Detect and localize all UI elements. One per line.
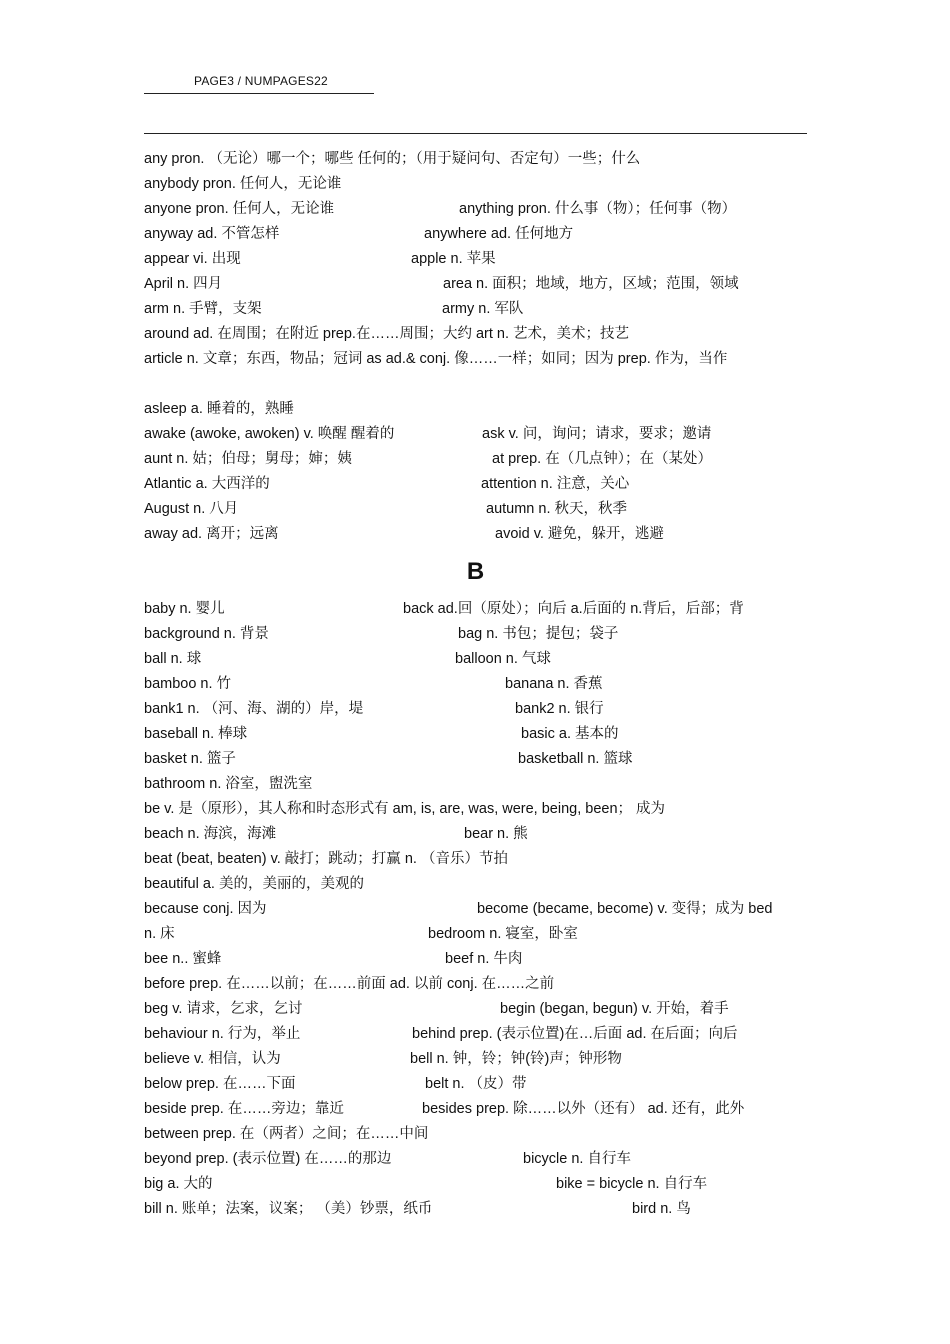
entry-right: army n. 军队 — [442, 301, 524, 317]
entry-line — [144, 972, 807, 997]
entry-right: begin (began, begun) v. 开始，着手 — [500, 1001, 729, 1017]
entry-line — [144, 1197, 807, 1222]
entry-left: beautiful a. 美的，美丽的，美观的 — [144, 876, 364, 892]
entry-line — [144, 522, 807, 547]
entry-line — [144, 1122, 807, 1147]
entry-left: bee n.. 蜜蜂 — [144, 951, 222, 967]
entry-line — [144, 172, 807, 197]
entry-left: basket n. 篮子 — [144, 751, 236, 767]
entry-left: be v. 是（原形），其人称和时态形式有 am, is, are, was, were, being, been； 成为 — [144, 801, 666, 817]
entry-left: beach n. 海滨，海滩 — [144, 826, 277, 842]
entry-left: bathroom n. 浴室，盥洗室 — [144, 776, 313, 792]
entry-right: anything pron. 什么事（物）；任何事（物） — [459, 201, 737, 217]
entry-line — [144, 697, 807, 722]
entry-right: bedroom n. 寝室，卧室 — [428, 926, 578, 942]
entry-left: appear vi. 出现 — [144, 251, 241, 267]
entry-line — [144, 997, 807, 1022]
entry-left: ball n. 球 — [144, 651, 202, 667]
entry-line — [144, 1147, 807, 1172]
entry-line — [144, 747, 807, 772]
entry-right: bank2 n. 银行 — [515, 701, 604, 717]
page-number-header: PAGE3 / NUMPAGES22 — [194, 74, 328, 88]
entry-left: anyone pron. 任何人，无论谁 — [144, 201, 335, 217]
entry-right: belt n. （皮）带 — [425, 1076, 527, 1092]
entry-line — [144, 922, 807, 947]
entry-left: Atlantic a. 大西洋的 — [144, 476, 270, 492]
entry-line — [144, 647, 807, 672]
section-b-heading: B — [466, 558, 485, 585]
entry-line — [144, 422, 807, 447]
entry-line — [144, 1072, 807, 1097]
entry-line — [144, 272, 807, 297]
header-underline — [144, 93, 374, 94]
entry-line — [144, 672, 807, 697]
entry-right: attention n. 注意，关心 — [481, 476, 630, 492]
entry-left: between prep. 在（两者）之间；在……中间 — [144, 1126, 429, 1142]
entry-left: April n. 四月 — [144, 276, 223, 292]
entry-right: basic a. 基本的 — [521, 726, 619, 742]
section-a-entries — [144, 147, 807, 547]
entry-right: banana n. 香蕉 — [505, 676, 603, 692]
entry-line — [144, 472, 807, 497]
entry-left: around ad. 在周围；在附近 prep.在……周围；大约 art n. 艺术，美术；技艺 — [144, 326, 630, 342]
entry-left: baby n. 婴儿 — [144, 601, 225, 617]
entry-line — [144, 247, 807, 272]
entry-left: because conj. 因为 — [144, 901, 267, 917]
entry-left: believe v. 相信，认为 — [144, 1051, 281, 1067]
entry-left: before prep. 在……以前；在……前面 ad. 以前 conj. 在……之前 — [144, 976, 555, 992]
entry-left: below prep. 在……下面 — [144, 1076, 296, 1092]
entry-right: bag n. 书包；提包；袋子 — [458, 626, 619, 642]
entry-right: back ad.回（原处）；向后 a.后面的 n.背后，后部；背 — [403, 601, 744, 617]
section-b-entries — [144, 597, 807, 1222]
page-divider — [144, 133, 807, 134]
entry-text: article n. 文章；东西，物品；冠词 as ad.& conj. 像……一样；如同；因为 prep. 作为，当作 — [144, 351, 728, 367]
entry-line — [144, 147, 807, 172]
entry-right: bear n. 熊 — [464, 826, 528, 842]
entry-line — [144, 347, 807, 397]
entry-right: bike = bicycle n. 自行车 — [556, 1176, 708, 1192]
entry-line — [144, 1022, 807, 1047]
entry-line — [144, 947, 807, 972]
entry-right: become (became, become) v. 变得；成为 bed — [477, 901, 773, 917]
entry-left: beyond prep. (表示位置) 在……的那边 — [144, 1151, 392, 1167]
entry-left: aunt n. 姑；伯母；舅母；婶；姨 — [144, 451, 352, 467]
entry-left: anybody pron. 任何人，无论谁 — [144, 176, 342, 192]
entry-left: asleep a. 睡着的，熟睡 — [144, 401, 294, 417]
entry-right: beef n. 牛肉 — [445, 951, 523, 967]
entry-left: August n. 八月 — [144, 501, 239, 517]
entry-line — [144, 622, 807, 647]
entry-left: anyway ad. 不管怎样 — [144, 226, 280, 242]
entry-line — [144, 847, 807, 872]
entry-line — [144, 722, 807, 747]
document-body — [144, 147, 807, 1222]
entry-right: autumn n. 秋天，秋季 — [486, 501, 628, 517]
entry-line — [144, 797, 807, 822]
entry-left: arm n. 手臂，支架 — [144, 301, 262, 317]
entry-line — [144, 497, 807, 522]
entry-left: bamboo n. 竹 — [144, 676, 232, 692]
entry-line — [144, 1047, 807, 1072]
entry-right: basketball n. 篮球 — [518, 751, 633, 767]
entry-line — [144, 822, 807, 847]
entry-left: behaviour n. 行为，举止 — [144, 1026, 301, 1042]
entry-left: bank1 n. （河、海、湖的）岸，堤 — [144, 701, 364, 717]
entry-line — [144, 772, 807, 797]
entry-right: area n. 面积；地域，地方，区域；范围，领域 — [443, 276, 739, 292]
entry-right: bell n. 钟，铃；钟(铃)声；钟形物 — [410, 1051, 622, 1067]
entry-right: behind prep. (表示位置)在…后面 ad. 在后面；向后 — [412, 1026, 738, 1042]
entry-left: awake (awoke, awoken) v. 唤醒 醒着的 — [144, 426, 395, 442]
entry-right: avoid v. 避免，躲开，逃避 — [495, 526, 664, 542]
entry-line — [144, 222, 807, 247]
entry-line — [144, 1097, 807, 1122]
entry-right: ask v. 问，询问；请求，要求；邀请 — [482, 426, 712, 442]
entry-left: n. 床 — [144, 926, 175, 942]
entry-left: beat (beat, beaten) v. 敲打；跳动；打赢 n. （音乐）节拍 — [144, 851, 508, 867]
entry-line — [144, 322, 807, 347]
entry-line — [144, 197, 807, 222]
entry-right: anywhere ad. 任何地方 — [424, 226, 574, 242]
entry-right: bird n. 鸟 — [632, 1201, 691, 1217]
entry-left: beg v. 请求，乞求，乞讨 — [144, 1001, 303, 1017]
entry-line — [144, 297, 807, 322]
entry-line — [144, 897, 807, 922]
entry-left: big a. 大的 — [144, 1176, 213, 1192]
entry-right: apple n. 苹果 — [411, 251, 496, 267]
entry-right: bicycle n. 自行车 — [523, 1151, 631, 1167]
entry-right: balloon n. 气球 — [455, 651, 551, 667]
entry-line — [144, 1172, 807, 1197]
entry-line — [144, 447, 807, 472]
entry-left: background n. 背景 — [144, 626, 269, 642]
entry-line — [144, 397, 807, 422]
entry-left: any pron. （无论）哪一个；哪些 任何的；（用于疑问句、否定句）一些；什么 — [144, 151, 641, 167]
entry-left: away ad. 离开；远离 — [144, 526, 279, 542]
entry-line — [144, 597, 807, 622]
entry-left: bill n. 账单；法案，议案； （美）钞票，纸币 — [144, 1201, 433, 1217]
entry-right: at prep. 在（几点钟）；在（某处） — [492, 451, 712, 467]
entry-line — [144, 872, 807, 897]
entry-right: besides prep. 除……以外（还有） ad. 还有，此外 — [422, 1101, 745, 1117]
entry-left: beside prep. 在……旁边；靠近 — [144, 1101, 344, 1117]
entry-left: baseball n. 棒球 — [144, 726, 248, 742]
